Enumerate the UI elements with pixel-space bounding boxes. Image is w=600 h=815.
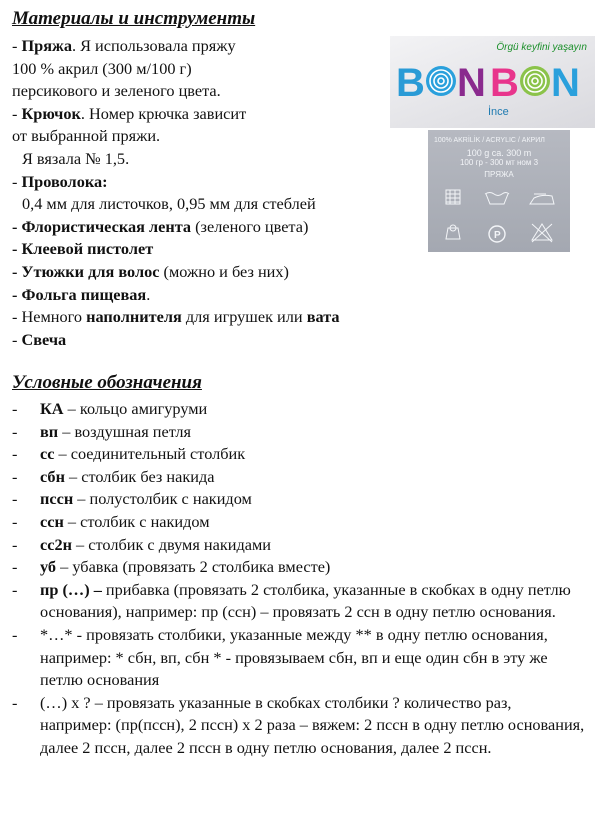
legend-item: [12, 624, 587, 692]
no-bleach-icon: [446, 225, 460, 239]
label-weight-length-ru: 100 гр - 300 мт ном 3: [459, 158, 539, 167]
care-symbols: [434, 184, 564, 248]
legend-text: [40, 534, 587, 557]
legend-description: – полустолбик с накидом: [73, 489, 252, 509]
legend-description: – убавка (провязать 2 столбика вместе): [56, 557, 331, 577]
legend-text: [40, 692, 587, 760]
label-slogan: Örgü keyfini yaşayın: [496, 42, 587, 53]
material-yarn-line2: 100 % акрил (300 м/100 г): [12, 58, 192, 78]
spiral-o-icon-2: [520, 66, 550, 96]
material-irons: - Утюжки для волос (можно и без них): [12, 261, 289, 281]
material-filler: - Немного наполнителя для игрушек или вата: [12, 307, 340, 327]
yarn-care-label-photo: [428, 130, 570, 252]
legend-text: [40, 421, 587, 444]
legend-item: [12, 692, 587, 760]
legend-description: – кольцо амигуруми: [63, 399, 208, 418]
legend-description: *…* - провязать столбики, указанные между ** в одну петлю основания, например: * сбн, вп, сбн * - провязываем сбн, вп и еще один сбн в эту же петлю основания: [40, 624, 548, 690]
label-composition: 100% AKRİLİK / ACRYLIC / АКРИЛ: [434, 137, 545, 144]
legend-dash: -: [12, 399, 18, 418]
logo-letter-n2: N: [551, 61, 580, 104]
legend-description: – столбик без накида: [64, 466, 215, 486]
logo-letter-b1: B: [396, 61, 425, 104]
hand-knit-icon: [446, 190, 460, 204]
material-wire: - Проволока:: [12, 171, 108, 191]
materials-list: [12, 35, 407, 351]
legend-term: сбн: [40, 466, 65, 486]
legend-text: [40, 398, 587, 421]
legend-term: ссн: [40, 511, 64, 531]
legend-term: сс2н: [40, 534, 72, 554]
legend-item: [12, 443, 587, 466]
no-tumble-dry-icon: [532, 224, 552, 242]
material-hook-line2: от выбранной пряжи.: [12, 126, 161, 146]
legend-item: [12, 534, 587, 557]
label-weight-length: 100 g ca. 300 m: [466, 148, 532, 158]
legend-text: [40, 511, 587, 534]
legend-term: пр (…) –: [40, 579, 102, 599]
legend-text: [40, 579, 587, 624]
material-hook-line3: Я вязала № 1,5.: [22, 148, 130, 168]
material-hook: - Крючок. Номер крючка зависит: [12, 103, 247, 123]
legend-term: КА: [40, 399, 64, 418]
material-glue-gun: - Клеевой пистолет: [12, 239, 154, 259]
material-yarn: - Пряжа. Я использовала пряжу: [12, 36, 236, 55]
material-wire-line2: 0,4 мм для листочков, 0,95 мм для стеблей: [22, 194, 316, 214]
legend-dash: -: [12, 579, 18, 599]
legend-dash: -: [12, 444, 18, 464]
logo-letter-n1: N: [457, 61, 486, 104]
legend-text: [40, 488, 587, 511]
legend-list: [12, 398, 587, 760]
material-foil: - Фольга пищевая.: [12, 284, 151, 304]
bonbon-logo: [394, 56, 592, 104]
iron-icon: [530, 194, 554, 204]
material-yarn-line3: персикового и зеленого цвета.: [12, 81, 221, 101]
legend-description: – воздушная петля: [58, 421, 192, 441]
legend-item: [12, 579, 587, 624]
legend-item: [12, 488, 587, 511]
legend-description: прибавка (провязать 2 столбика, указанные в скобках в одну петлю основания), например: пр (ссн) – провязать 2 ссн в одну петлю основания.: [40, 579, 571, 622]
legend-text: [40, 624, 587, 692]
legend-dash: -: [12, 466, 18, 486]
spiral-o-icon: [426, 66, 456, 96]
legend-item: [12, 398, 587, 421]
label-yarn-word: ПРЯЖА: [484, 170, 514, 179]
legend-text: [40, 556, 587, 579]
legend-dash: -: [12, 421, 18, 441]
legend-description: – соединительный столбик: [54, 444, 246, 464]
legend-dash: -: [12, 692, 18, 712]
legend-item: [12, 466, 587, 489]
legend-description: – столбик с двумя накидами: [71, 534, 272, 554]
label-variant: İnce: [488, 106, 509, 118]
yarn-label-photo: [390, 36, 595, 128]
legend-term: сс: [40, 444, 55, 464]
legend-text: [40, 466, 587, 489]
legend-item: [12, 421, 587, 444]
legend-heading: Условные обозначения: [12, 372, 202, 393]
logo-letter-b2: B: [490, 61, 519, 104]
material-tape: - Флористическая лента (зеленого цвета): [12, 216, 309, 236]
material-candle: - Свеча: [12, 329, 67, 349]
wash-30-icon: [485, 193, 509, 205]
legend-item: [12, 511, 587, 534]
materials-heading: Материалы и инструменты: [12, 8, 256, 29]
legend-text: [40, 443, 587, 466]
legend-dash: -: [12, 624, 18, 644]
legend-description: (…) х ? – провязать указанные в скобках столбики ? количество раз, например: (пр(пссн), 2 пссн) х 2 раза – вяжем: 2 пссн в одну петлю основания, далее 2 пссн, далее 2 пссн в одну петлю основания, далее 2 пссн.: [40, 692, 585, 757]
legend-term: вп: [40, 421, 59, 441]
legend-dash: -: [12, 534, 18, 554]
legend-term: пссн: [40, 489, 74, 509]
legend-dash: -: [12, 557, 18, 577]
legend-item: [12, 556, 587, 579]
svg-text:P: P: [494, 230, 501, 241]
legend-description: – столбик с накидом: [63, 511, 210, 531]
legend-dash: -: [12, 489, 18, 509]
legend-dash: -: [12, 511, 18, 531]
legend-term: уб: [40, 557, 57, 577]
